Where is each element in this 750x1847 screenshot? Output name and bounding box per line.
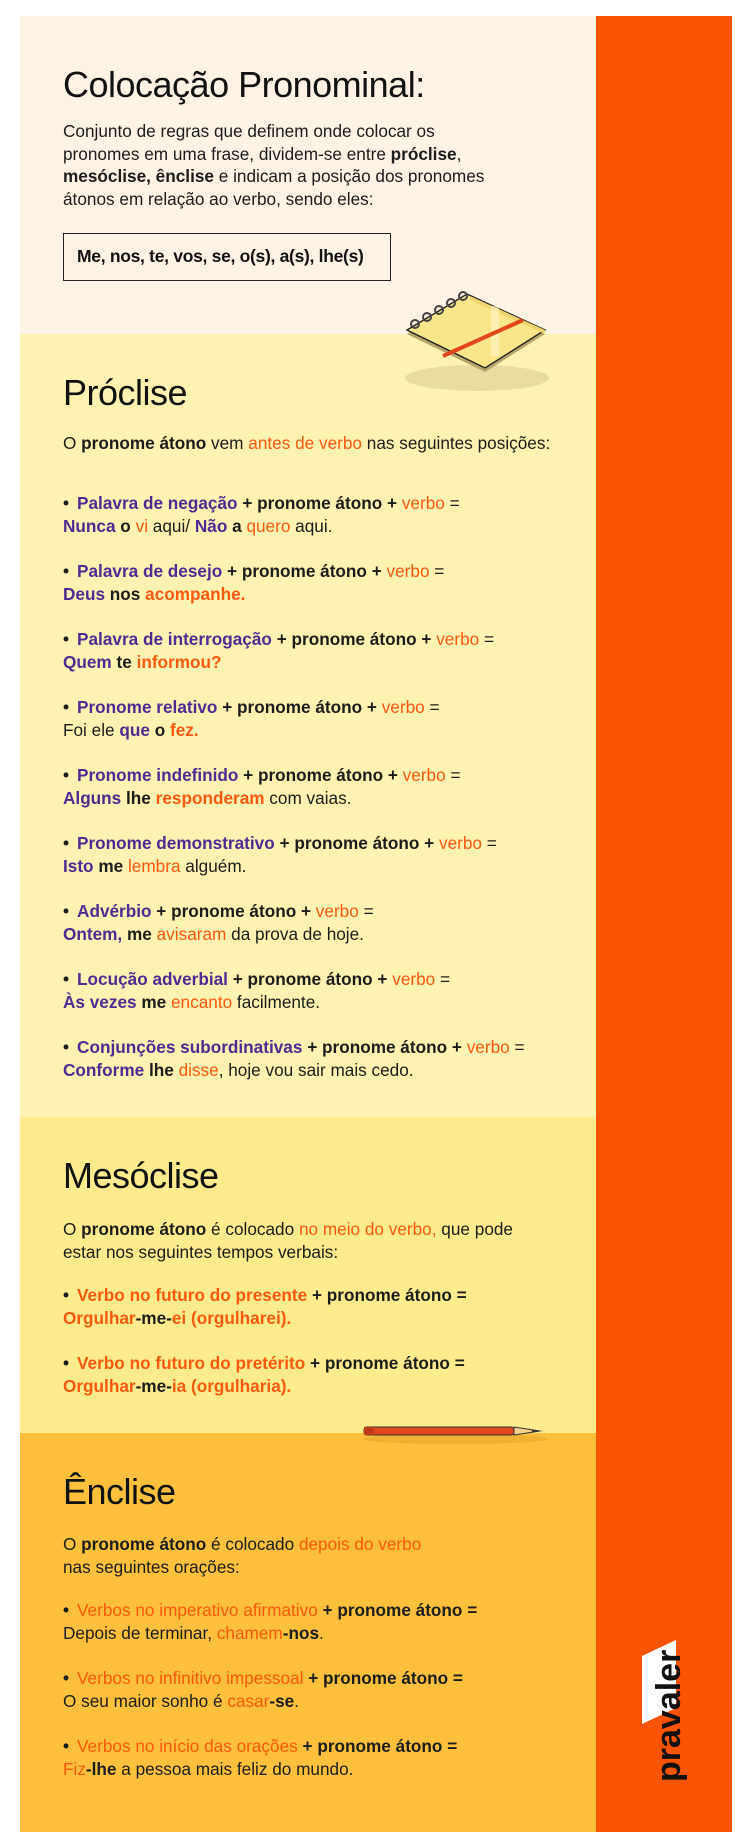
rule-formula xyxy=(63,832,497,855)
text-segment: chamem xyxy=(216,1622,283,1643)
text-segment: a pessoa mais feliz do mundo. xyxy=(116,1758,354,1779)
text-segment: é colocado xyxy=(206,1534,299,1554)
rule-name: Pronome indefinido xyxy=(77,765,239,785)
text-segment: que xyxy=(119,719,150,740)
notebook-icon xyxy=(395,286,555,396)
text-segment: Alguns xyxy=(63,787,122,808)
text-segment: responderam xyxy=(155,787,265,808)
text-segment: quero xyxy=(246,515,291,536)
rule-name: Verbo no futuro do presente xyxy=(77,1285,308,1305)
text-segment: encanto xyxy=(170,991,233,1012)
header-intro xyxy=(63,120,493,210)
text-segment: aqui. xyxy=(290,515,333,536)
rule-name: Advérbio xyxy=(77,901,152,921)
formula-equals: = xyxy=(424,697,440,717)
rule-item xyxy=(63,696,440,741)
rule-formula xyxy=(63,1352,465,1375)
content-column xyxy=(20,16,596,1832)
rule-item xyxy=(63,1599,477,1644)
text-segment: Às vezes xyxy=(63,991,137,1012)
rule-item xyxy=(63,1284,467,1329)
text-segment: -lhe xyxy=(85,1758,117,1779)
rule-item xyxy=(63,1735,457,1780)
text-segment: alguém. xyxy=(180,855,247,876)
rule-formula xyxy=(63,696,440,719)
bullet-icon: • xyxy=(63,561,70,581)
formula-pronoun: + pronome átono = xyxy=(305,1353,465,1373)
bullet-icon: • xyxy=(63,969,70,989)
formula-pronoun: + pronome átono = xyxy=(303,1668,463,1688)
text-segment: . xyxy=(294,1690,299,1711)
rule-example xyxy=(63,855,497,878)
text-segment: Quem xyxy=(63,651,112,672)
formula-pronoun: + pronome átono + xyxy=(151,901,316,921)
text-segment: me xyxy=(122,923,157,944)
formula-pronoun: + pronome átono + xyxy=(271,629,437,649)
text-segment: vem xyxy=(206,433,249,453)
rule-example xyxy=(63,991,450,1014)
text-segment: -me- xyxy=(135,1375,172,1396)
text-segment: facilmente. xyxy=(232,991,321,1012)
text-segment: o xyxy=(149,719,170,740)
bullet-icon: • xyxy=(63,1668,70,1688)
rule-item xyxy=(63,832,497,877)
text-segment: Depois de terminar, xyxy=(63,1622,217,1643)
infographic xyxy=(20,16,732,1832)
text-segment: Conjunto de regras que definem onde colocar os pronomes em uma frase, dividem-se entre xyxy=(63,121,435,164)
bullet-icon: • xyxy=(63,1736,70,1756)
text-segment: Orgulhar xyxy=(63,1375,136,1396)
formula-equals: = xyxy=(479,629,494,649)
text-segment: nos xyxy=(105,583,146,604)
rule-example xyxy=(63,1690,463,1713)
text-segment: Ontem, xyxy=(63,923,123,944)
rule-example xyxy=(63,787,460,810)
text-segment: Não xyxy=(194,515,228,536)
pravaler-logo xyxy=(636,1634,696,1784)
text-segment: , hoje vou sair mais cedo. xyxy=(218,1059,414,1080)
rule-example xyxy=(63,1622,477,1645)
text-segment: -se xyxy=(269,1690,295,1711)
text-segment: pronome átono xyxy=(81,1219,207,1239)
bullet-icon: • xyxy=(63,901,70,921)
rule-name: Verbos no infinitivo impessoal xyxy=(77,1668,304,1688)
text-segment: me xyxy=(136,991,171,1012)
text-segment: ia (orgulharia). xyxy=(171,1375,292,1396)
rule-name: Locução adverbial xyxy=(77,969,228,989)
text-segment: com vaias. xyxy=(264,787,352,808)
text-segment: avisaram xyxy=(156,923,227,944)
rule-item xyxy=(63,900,374,945)
rule-formula xyxy=(63,1036,525,1059)
text-segment: lhe xyxy=(144,1059,179,1080)
rule-item xyxy=(63,492,460,537)
text-segment: acompanhe. xyxy=(145,583,246,604)
rule-item xyxy=(63,1352,465,1397)
bullet-icon: • xyxy=(63,493,70,513)
text-segment: ei (orgulharei). xyxy=(171,1307,292,1328)
enclise-section xyxy=(20,1433,596,1832)
brand-sidebar xyxy=(596,16,732,1832)
formula-pronoun: + pronome átono = xyxy=(307,1285,467,1305)
text-segment: O xyxy=(63,1534,82,1554)
rule-formula xyxy=(63,628,494,651)
text-segment: depois do verbo xyxy=(298,1534,422,1554)
rule-name: Verbos no imperativo afirmativo xyxy=(77,1600,318,1620)
bullet-icon: • xyxy=(63,697,70,717)
rule-name: Pronome relativo xyxy=(77,697,218,717)
bullet-icon: • xyxy=(63,833,70,853)
formula-verb: verbo xyxy=(315,901,359,921)
rule-example xyxy=(63,1307,467,1330)
text-segment: fez. xyxy=(170,719,199,740)
bullet-icon: • xyxy=(63,629,70,649)
rule-name: Verbo no futuro do pretérito xyxy=(77,1353,306,1373)
rule-item xyxy=(63,1036,525,1081)
rule-example xyxy=(63,1375,465,1398)
rule-name: Verbos no início das orações xyxy=(77,1736,298,1756)
text-segment: casar xyxy=(227,1690,270,1711)
text-segment: mesóclise, ênclise xyxy=(63,166,214,186)
pencil-icon xyxy=(360,1423,560,1447)
formula-verb: verbo xyxy=(402,765,446,785)
proclise-section xyxy=(20,334,596,1117)
formula-pronoun: + pronome átono + xyxy=(227,969,393,989)
text-segment: é colocado xyxy=(206,1219,299,1239)
rule-example xyxy=(63,583,444,606)
rule-formula xyxy=(63,1284,467,1307)
text-segment: informou? xyxy=(136,651,222,672)
bullet-icon: • xyxy=(63,765,70,785)
rule-example xyxy=(63,1059,525,1082)
formula-pronoun: + pronome átono + xyxy=(238,765,403,785)
formula-equals: = xyxy=(482,833,497,853)
rule-name: Palavra de interrogação xyxy=(77,629,272,649)
mesoclise-intro xyxy=(63,1218,533,1263)
formula-verb: verbo xyxy=(386,561,430,581)
text-segment: Isto xyxy=(63,855,94,876)
formula-equals: = xyxy=(444,493,460,513)
text-segment: disse xyxy=(178,1059,219,1080)
formula-pronoun: + pronome átono + xyxy=(274,833,439,853)
rule-item xyxy=(63,560,444,605)
enclise-title: Ênclise xyxy=(63,1471,176,1512)
rule-formula xyxy=(63,900,374,923)
rule-formula xyxy=(63,1735,457,1758)
formula-pronoun: + pronome átono = xyxy=(297,1736,458,1756)
rule-formula xyxy=(63,560,444,583)
rule-example xyxy=(63,923,374,946)
text-segment: Orgulhar xyxy=(63,1307,136,1328)
pronoun-list-box: Me, nos, te, vos, se, o(s), a(s), lhe(s) xyxy=(63,233,391,281)
formula-pronoun: + pronome átono + xyxy=(302,1037,467,1057)
bullet-icon: • xyxy=(63,1285,70,1305)
text-segment: -me- xyxy=(135,1307,172,1328)
formula-verb: verbo xyxy=(381,697,425,717)
text-segment: da prova de hoje. xyxy=(226,923,364,944)
formula-verb: verbo xyxy=(436,629,480,649)
text-segment: próclise xyxy=(390,143,457,164)
rule-example xyxy=(63,719,440,742)
rule-name: Palavra de negação xyxy=(77,493,238,513)
text-segment: aqui/ xyxy=(148,515,195,536)
rule-item xyxy=(63,628,494,673)
rule-item xyxy=(63,764,460,809)
bullet-icon: • xyxy=(63,1037,70,1057)
text-segment: Fiz xyxy=(63,1758,86,1779)
formula-equals: = xyxy=(429,561,445,581)
formula-equals: = xyxy=(509,1037,525,1057)
rule-example xyxy=(63,1758,457,1781)
rule-name: Conjunções subordinativas xyxy=(77,1037,303,1057)
text-segment: O xyxy=(63,1219,82,1239)
text-segment: lhe xyxy=(121,787,156,808)
text-segment: que pode estar nos seguintes tempos verbais: xyxy=(63,1219,513,1262)
rule-example xyxy=(63,515,460,538)
text-segment: e indicam a posição dos pronomes átonos em relação ao verbo, sendo eles: xyxy=(63,166,485,209)
proclise-intro xyxy=(63,432,583,455)
bullet-icon: • xyxy=(63,1353,70,1373)
mesoclise-section xyxy=(20,1117,596,1433)
text-segment: O xyxy=(63,433,82,453)
enclise-intro xyxy=(63,1533,443,1578)
rule-name: Palavra de desejo xyxy=(77,561,223,581)
text-segment: o xyxy=(115,515,136,536)
text-segment: -nos xyxy=(282,1622,319,1643)
rule-formula xyxy=(63,764,460,787)
rule-formula xyxy=(63,1667,463,1690)
formula-equals: = xyxy=(435,969,451,989)
formula-pronoun: + pronome átono + xyxy=(217,697,382,717)
formula-verb: verbo xyxy=(392,969,436,989)
text-segment: Deus xyxy=(63,583,106,604)
formula-equals: = xyxy=(445,765,461,785)
text-segment: a xyxy=(227,515,247,536)
text-segment: no meio do verbo, xyxy=(298,1219,437,1239)
formula-verb: verbo xyxy=(439,833,482,853)
text-segment: . xyxy=(319,1622,324,1643)
text-segment: Nunca xyxy=(63,515,116,536)
text-segment: lembra xyxy=(127,855,181,876)
bullet-icon: • xyxy=(63,1600,70,1620)
formula-verb: verbo xyxy=(401,493,445,513)
page-title: Colocação Pronominal: xyxy=(63,64,425,105)
formula-equals: = xyxy=(358,901,374,921)
mesoclise-title: Mesóclise xyxy=(63,1155,219,1196)
rule-formula xyxy=(63,968,450,991)
rule-example xyxy=(63,651,494,674)
text-segment: Conforme xyxy=(63,1059,145,1080)
text-segment: pronome átono xyxy=(81,433,207,453)
rule-name: Pronome demonstrativo xyxy=(77,833,275,853)
rule-formula xyxy=(63,492,460,515)
text-segment: O seu maior sonho é xyxy=(63,1690,228,1711)
text-segment: , xyxy=(456,143,462,164)
formula-pronoun: + pronome átono = xyxy=(317,1600,478,1620)
text-segment: me xyxy=(93,855,128,876)
formula-verb: verbo xyxy=(466,1037,510,1057)
text-segment: vi xyxy=(135,515,149,536)
text-segment: pronome átono xyxy=(81,1534,207,1554)
text-segment: te xyxy=(111,651,137,672)
rule-item xyxy=(63,1667,463,1712)
formula-pronoun: + pronome átono + xyxy=(237,493,402,513)
text-segment: antes de verbo xyxy=(248,433,362,453)
formula-pronoun: + pronome átono + xyxy=(222,561,387,581)
rule-formula xyxy=(63,1599,477,1622)
text-segment: nas seguintes posições: xyxy=(362,433,551,453)
rule-item xyxy=(63,968,450,1013)
text-segment: nas seguintes orações: xyxy=(63,1556,240,1577)
brand-logo-text: pravaler xyxy=(650,1649,688,1782)
text-segment: Foi ele xyxy=(63,719,120,740)
proclise-title: Próclise xyxy=(63,372,188,413)
